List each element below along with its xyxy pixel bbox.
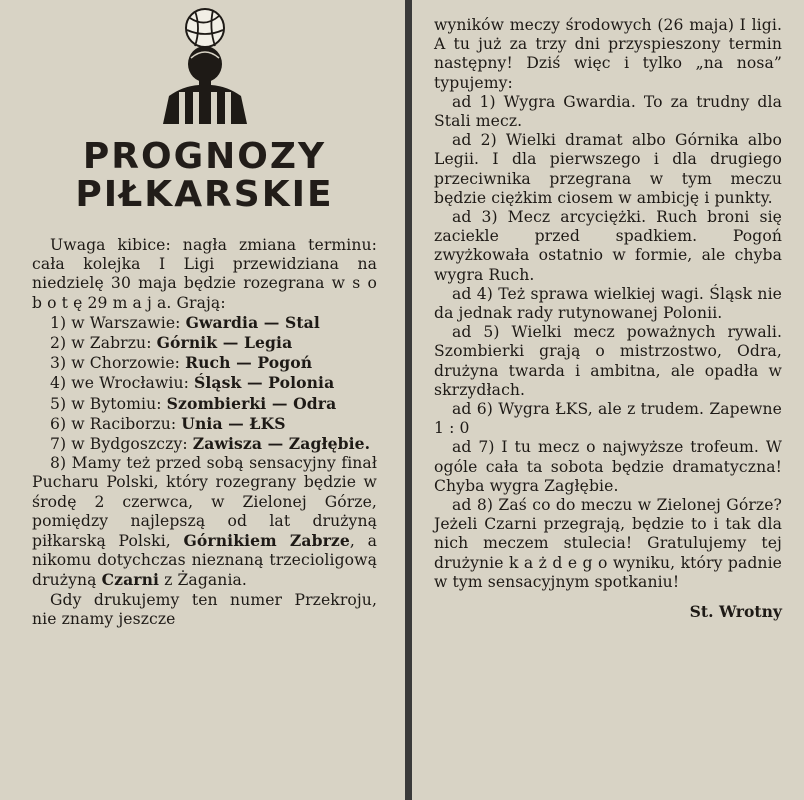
match-item: 3) w Chorzowie: Ruch — Pogoń bbox=[50, 353, 313, 373]
prediction-1: ad 1) Wygra Gwardia. To za trudny dla Stali mecz. bbox=[434, 92, 782, 131]
match-item: 7) w Bydgoszczy: Zawisza — Zagłębie. bbox=[50, 434, 371, 454]
prediction-7: ad 7) I tu mecz o najwyższe trofeum. W ogóle cała ta sobota będzie dramatyczna! Chyba wygra Zagłębie. bbox=[434, 438, 782, 495]
headline-line-1: PROGNOZY bbox=[82, 136, 327, 177]
closing-paragraph: Gdy drukujemy ten numer Przekroju, nie znamy jeszcze bbox=[32, 590, 377, 628]
headline-line-2: PIŁKARSKIE bbox=[75, 174, 334, 215]
prediction-6: ad 6) Wygra ŁKS, ale z trudem. Zapewne 1 : 0 bbox=[434, 400, 782, 438]
left-article-body bbox=[32, 236, 377, 629]
cup-final-paragraph: 8) Mamy też przed sobą sensacyjny finał Pucharu Polski, który rozegrany będzie w środę 2 czerwca, w Zielonej Górze, pomiędzy najlepszą od lat drużyną piłkarską Polski, Górnikiem Zabrze, a nikomu dotychczas nieznaną trzecioligową drużyną Czarni z Żagania. bbox=[32, 454, 377, 590]
match-item: 5) w Bytomiu: Szombierki — Odra bbox=[50, 393, 337, 413]
match-item: 4) we Wrocławiu: Śląsk — Polonia bbox=[50, 373, 335, 393]
intro-paragraph: Uwaga kibice: nagła zmiana terminu: cała kolejka I Ligi przewidziana na niedzielę 30 maja będzie rozegrana w s o b o t ę 29 m a j a. Grają: bbox=[32, 236, 377, 312]
prediction-4: ad 4) Też sprawa wielkiej wagi. Śląsk nie da jednak rady rutynowanej Polonii. bbox=[434, 284, 782, 323]
prediction-8: ad 8) Zaś co do meczu w Zielonej Górze? Jeżeli Czarni przegrają, będzie to i tak dla nich meczem stulecia! Gratulujemy tej drużynie k a ż d e g o wyniku, który padnie w tym sensacyjnym spotkaniu! bbox=[434, 496, 782, 591]
continuation-paragraph: wyników meczy środowych (26 maja) I ligi. A tu już za trzy dni przyspieszony termin następny! Dziś więc i tylko „na nosa” typujemy: bbox=[434, 16, 782, 92]
prediction-3: ad 3) Mecz arcyciężki. Ruch broni się zaciekle przed spadkiem. Pogoń zwyżkowała ostatnio w formie, ale chyba wygra Ruch. bbox=[434, 208, 782, 284]
match-item: 2) w Zabrzu: Górnik — Legia bbox=[50, 333, 293, 353]
right-column bbox=[412, 0, 804, 800]
match-item: 1) w Warszawie: Gwardia — Stal bbox=[50, 312, 320, 332]
match-item: 6) w Raciborzu: Unia — ŁKS bbox=[50, 413, 286, 433]
author-signature: St. Wrotny bbox=[689, 602, 782, 622]
prediction-2: ad 2) Wielki dramat albo Górnika albo Legii. I dla pierwszego i dla drugiego przeciwnika przegrana w tym meczu będzie ciężkim ciosem w ambicję i punkty. bbox=[434, 131, 782, 207]
prediction-5: ad 5) Wielki mecz poważnych rywali. Szombierki grają o mistrzostwo, Odra, drużyna twarda i ambitna, ale opadła w skrzydłach. bbox=[434, 323, 782, 399]
football-player-illustration bbox=[155, 6, 255, 124]
right-article-body bbox=[434, 16, 782, 592]
